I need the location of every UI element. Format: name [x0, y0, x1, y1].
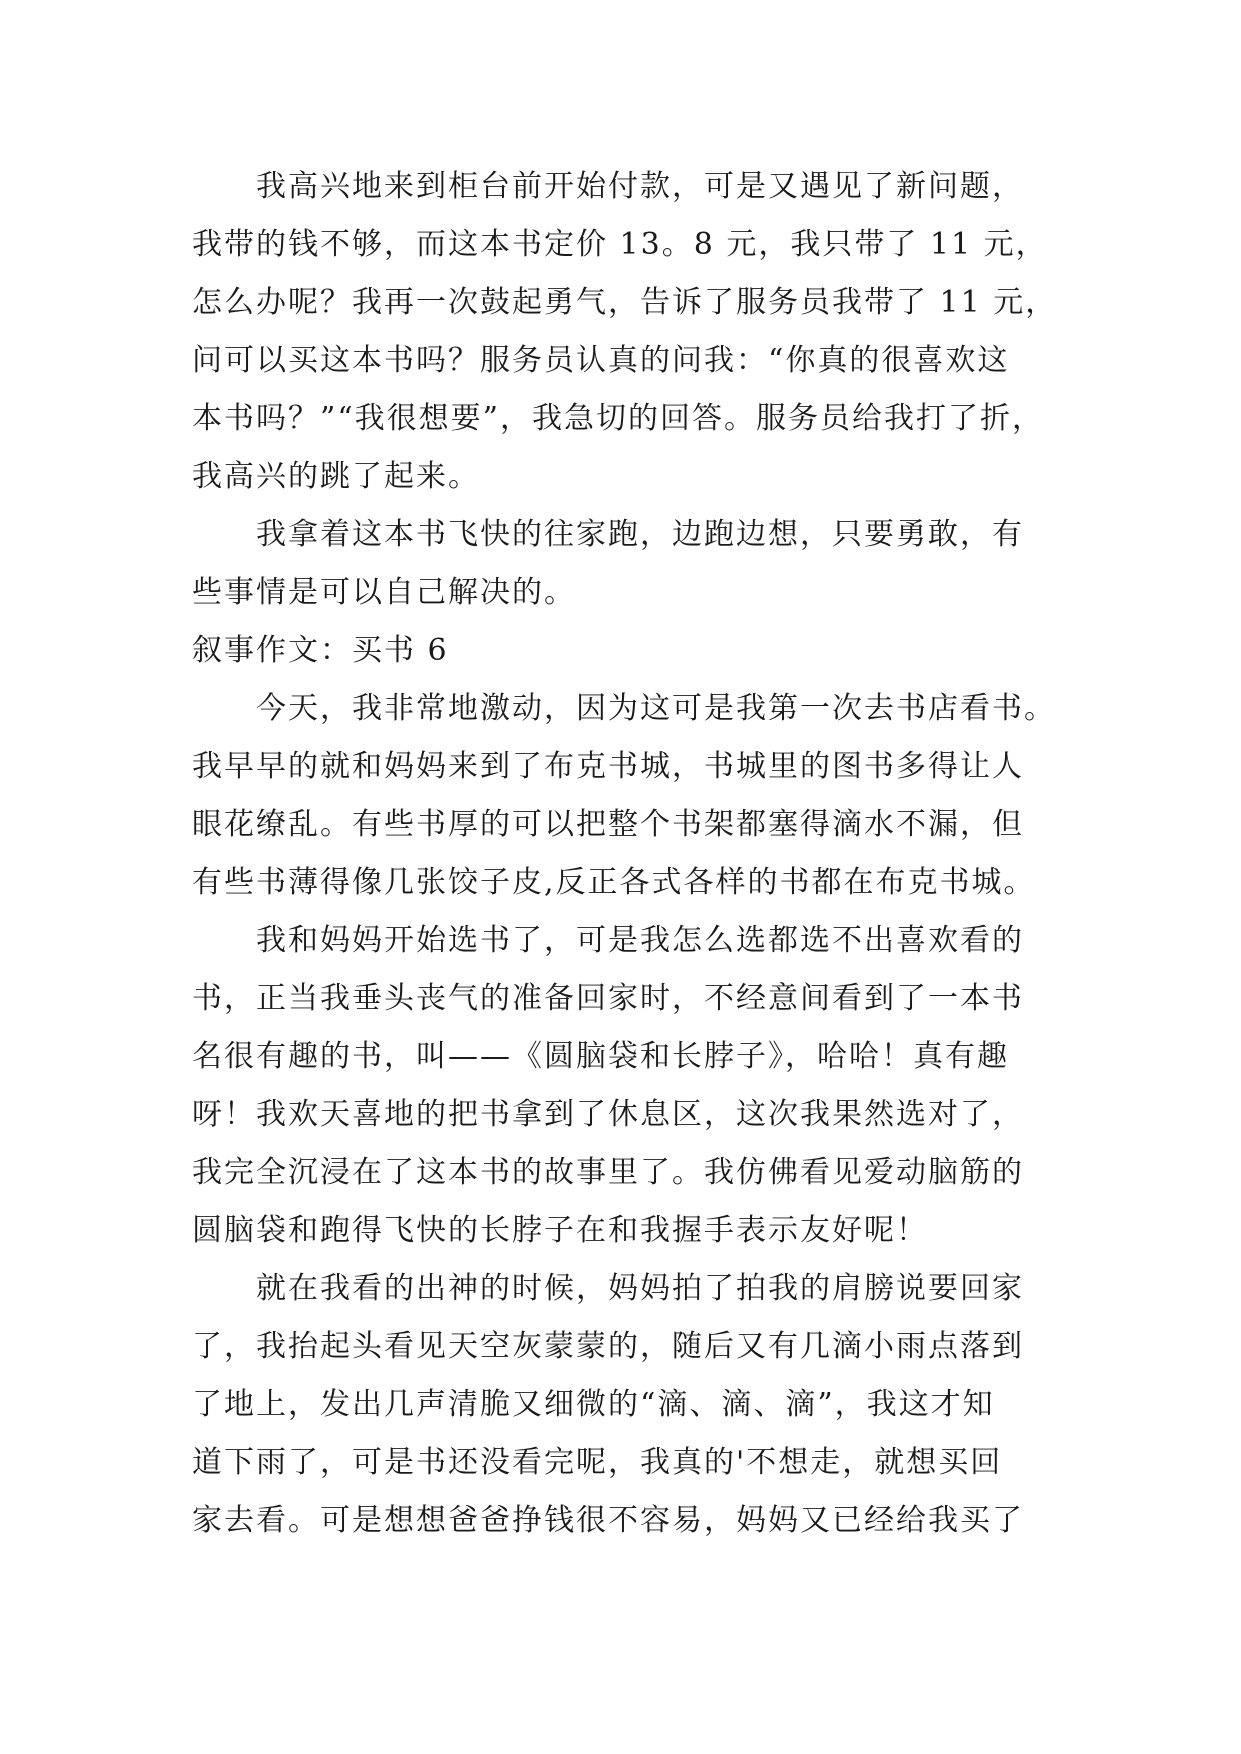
text-line: 我早早的就和妈妈来到了布克书城，书城里的图书多得让人 [192, 749, 1024, 784]
text-line: 我完全沉浸在了这本书的故事里了。我仿佛看见爱动脑筋的 [192, 1155, 1024, 1190]
text-line: 问可以买这本书吗？服务员认真的问我：“你真的很喜欢这 [192, 343, 1010, 378]
text-line: 道下雨了，可是书还没看完呢，我真的'不想走，就想买回 [192, 1445, 1003, 1480]
text-line: 圆脑袋和跑得飞快的长脖子在和我握手表示友好呢！ [192, 1213, 928, 1248]
text-line: 我拿着这本书飞快的往家跑，边跑边想，只要勇敢，有 [256, 517, 1024, 552]
text-line: 就在我看的出神的时候，妈妈拍了拍我的肩膀说要回家 [256, 1271, 1024, 1306]
text-line: 我高兴地来到柜台前开始付款，可是又遇见了新问题， [256, 169, 1024, 204]
text-line: 了地上，发出几声清脆又细微的“滴、滴、滴”，我这才知 [192, 1387, 995, 1422]
text-line: 呀！我欢天喜地的把书拿到了休息区，这次我果然选对了， [192, 1097, 1024, 1132]
text-line: 名很有趣的书，叫——《圆脑袋和长脖子》，哈哈！真有趣 [192, 1039, 1009, 1074]
text-line: 书，正当我垂头丧气的准备回家时，不经意间看到了一本书 [192, 981, 1024, 1016]
text-line: 我高兴的跳了起来。 [192, 459, 480, 494]
text-line: 有些书薄得像几张饺子皮,反正各式各样的书都在布克书城。 [192, 865, 1036, 900]
text-line: 些事情是可以自己解决的。 [192, 575, 576, 610]
text-line: 了，我抬起头看见天空灰蒙蒙的，随后又有几滴小雨点落到 [192, 1329, 1024, 1364]
document-body [192, 158, 1072, 1550]
text-line: 怎么办呢？我再一次鼓起勇气，告诉了服务员我带了 11 元， [192, 285, 1058, 320]
text-line: 本书吗？”“我很想要”，我急切的回答。服务员给我打了折， [192, 401, 1045, 436]
text-line: 家去看。可是想想爸爸挣钱很不容易，妈妈又已经给我买了 [192, 1503, 1024, 1538]
text-line: 我和妈妈开始选书了，可是我怎么选都选不出喜欢看的 [256, 923, 1024, 958]
text-line: 我带的钱不够，而这本书定价 13。8 元，我只带了 11 元， [192, 227, 1048, 262]
text-line: 眼花缭乱。有些书厚的可以把整个书架都塞得滴水不漏，但 [192, 807, 1024, 842]
text-line: 今天，我非常地激动，因为这可是我第一次去书店看书。 [256, 691, 1056, 726]
section-heading: 叙事作文：买书 6 [192, 633, 449, 668]
